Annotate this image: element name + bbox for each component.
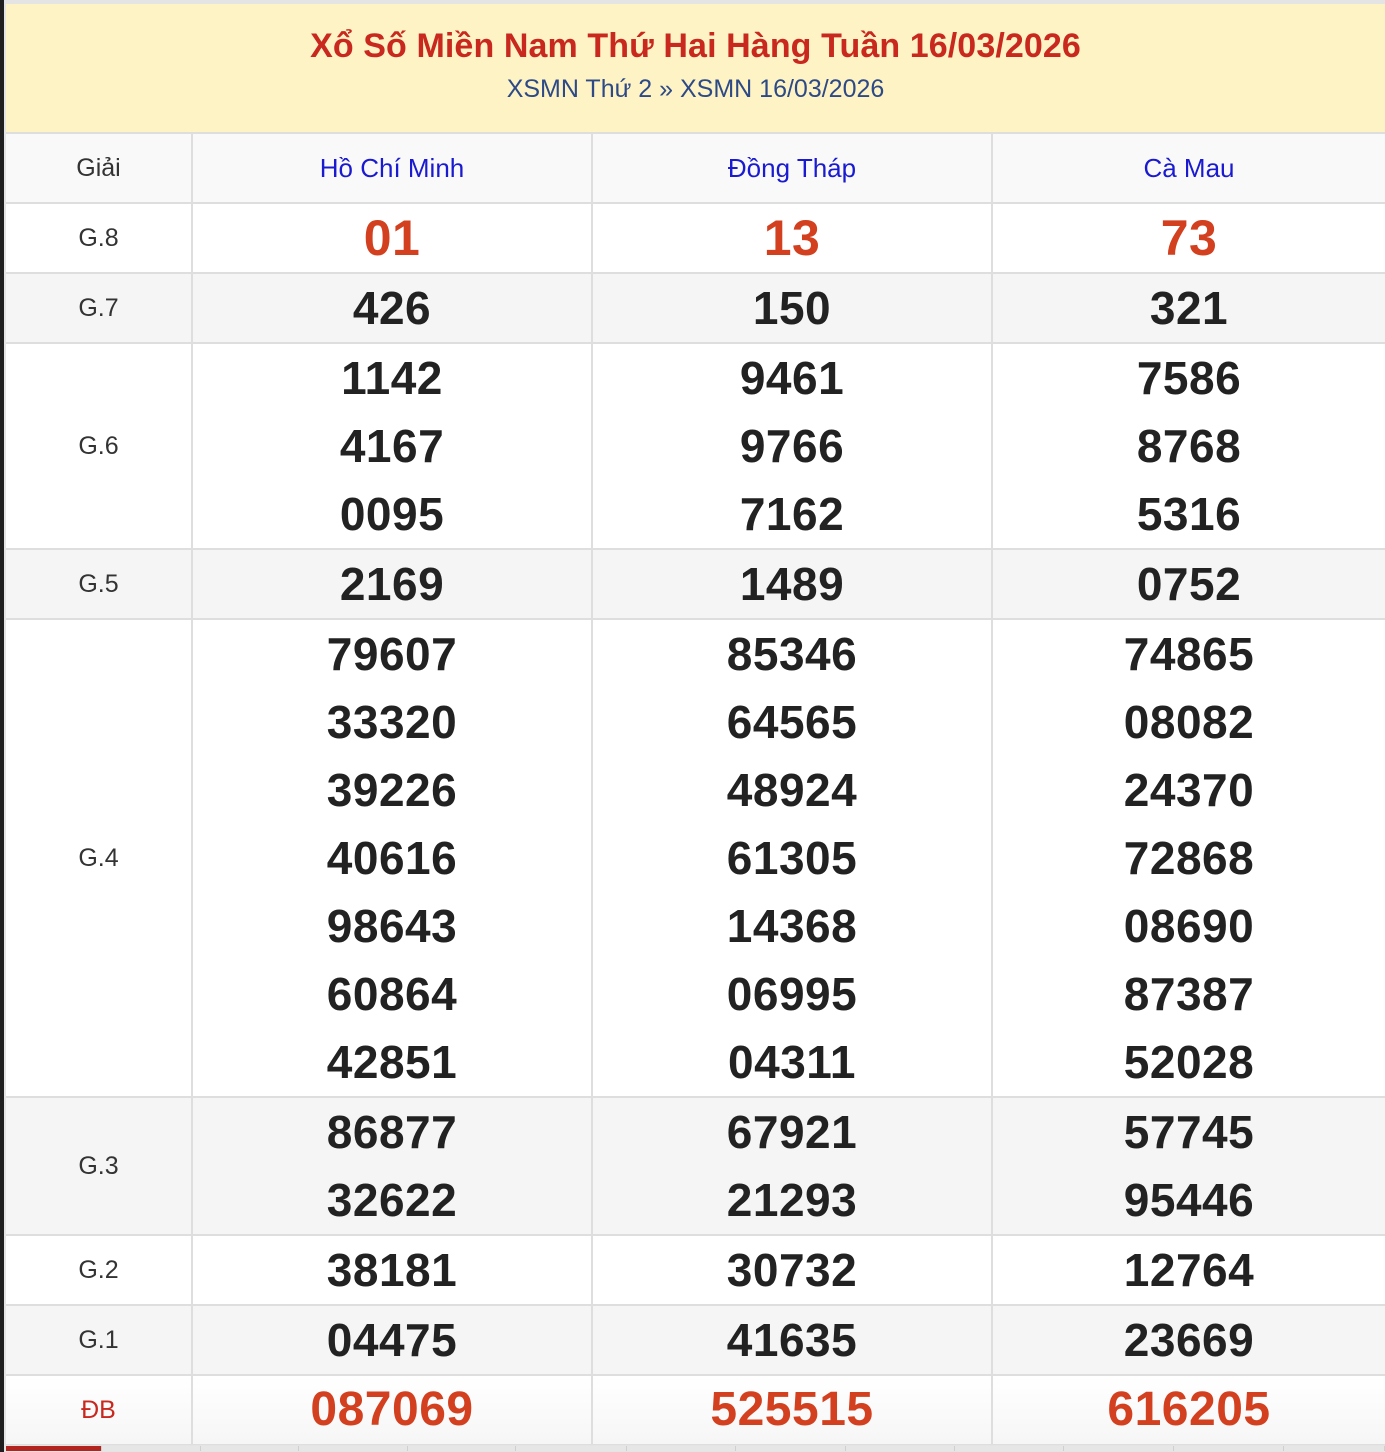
prize-number: 24370 [1123, 764, 1255, 816]
result-cell-ho-chi-minh [192, 1305, 592, 1375]
result-cell-ca-mau [992, 273, 1385, 343]
prize-number: 12764 [1123, 1244, 1255, 1296]
special-prize-number: 087069 [310, 1383, 474, 1436]
header-province-ca-mau[interactable]: Cà Mau [992, 133, 1385, 203]
prize-label: G.7 [6, 273, 192, 343]
prize-number: 64565 [726, 696, 858, 748]
prize-number: 7586 [1136, 352, 1242, 404]
table-row [6, 203, 1385, 273]
results-body [6, 203, 1385, 1445]
prize-number: 32622 [326, 1174, 458, 1226]
result-cell-ca-mau [992, 1375, 1385, 1445]
table-row [6, 1305, 1385, 1375]
special-prize-number: 616205 [1107, 1383, 1271, 1436]
prize-number: 85346 [726, 628, 858, 680]
prize-number: 8768 [1136, 420, 1242, 472]
prize-number: 72868 [1123, 832, 1255, 884]
result-cell-ho-chi-minh [192, 273, 592, 343]
prize-number: 2169 [339, 558, 445, 610]
prize-label: G.4 [6, 619, 192, 1097]
prize-number: 79607 [326, 628, 458, 680]
prize-number: 74865 [1123, 628, 1255, 680]
prize-number: 57745 [1123, 1106, 1255, 1158]
breadcrumb-separator: » [659, 75, 674, 103]
table-row [6, 1375, 1385, 1445]
prize-number: 1489 [739, 558, 845, 610]
table-row [6, 343, 1385, 549]
tab-4[interactable] [299, 1446, 408, 1451]
prize-number: 39226 [326, 764, 458, 816]
prize-number: 5316 [1136, 488, 1242, 540]
prize-number: 87387 [1123, 968, 1255, 1020]
prize-number: 14368 [726, 900, 858, 952]
prize-number: 95446 [1123, 1174, 1255, 1226]
result-cell-ca-mau [992, 549, 1385, 619]
header-province-dong-thap[interactable]: Đồng Tháp [592, 133, 992, 203]
prize-number: 08082 [1123, 696, 1255, 748]
prize-number: 86877 [326, 1106, 458, 1158]
prize-number: 98643 [326, 900, 458, 952]
tab-12[interactable] [1174, 1446, 1284, 1451]
result-cell-ca-mau [992, 1305, 1385, 1375]
result-cell-dong-thap [592, 1235, 992, 1305]
prize-number: 41635 [726, 1314, 858, 1366]
tab-strip [6, 1445, 1385, 1452]
result-cell-ho-chi-minh [192, 619, 592, 1097]
table-row [6, 1097, 1385, 1235]
prize-number: 38181 [326, 1244, 458, 1296]
prize-number: 04475 [326, 1314, 458, 1366]
result-cell-ca-mau [992, 1235, 1385, 1305]
prize-number: 48924 [726, 764, 858, 816]
prize-number: 9461 [739, 352, 845, 404]
prize-number: 4167 [339, 420, 445, 472]
page-title: Xổ Số Miền Nam Thứ Hai Hàng Tuần 16/03/2026 [310, 27, 1081, 65]
prize-number: 21293 [726, 1174, 858, 1226]
tab-6[interactable] [516, 1446, 627, 1451]
prize-label: G.3 [6, 1097, 192, 1235]
result-cell-ca-mau [992, 1097, 1385, 1235]
breadcrumb-link-xsmn-thu-2[interactable]: XSMN Thứ 2 [506, 75, 653, 103]
prize-number: 04311 [728, 1036, 856, 1088]
result-cell-ho-chi-minh [192, 1235, 592, 1305]
results-table [6, 132, 1385, 1446]
prize-number: 0095 [339, 488, 445, 540]
prize-number: 1142 [341, 352, 443, 404]
result-cell-dong-thap [592, 273, 992, 343]
tab-5[interactable] [408, 1446, 516, 1451]
prize-label: G.8 [6, 203, 192, 273]
tab-1[interactable] [6, 1446, 102, 1451]
prize-number: 52028 [1123, 1036, 1255, 1088]
result-cell-dong-thap [592, 343, 992, 549]
prize-number: 08690 [1123, 900, 1255, 952]
results-page [6, 4, 1385, 1452]
tab-8[interactable] [736, 1446, 846, 1451]
result-cell-ca-mau [992, 343, 1385, 549]
table-header-row [6, 133, 1385, 203]
tab-2[interactable] [102, 1446, 201, 1451]
results-banner [6, 4, 1385, 132]
prize-label: G.5 [6, 549, 192, 619]
result-cell-ca-mau [992, 203, 1385, 273]
prize-number: 73 [1160, 210, 1218, 266]
result-cell-dong-thap [592, 549, 992, 619]
window-frame [4, 0, 1385, 1452]
prize-label: G.1 [6, 1305, 192, 1375]
prize-number: 40616 [326, 832, 458, 884]
prize-number: 150 [752, 282, 832, 334]
prize-number: 33320 [326, 696, 458, 748]
result-cell-ho-chi-minh [192, 203, 592, 273]
prize-number: 9766 [739, 420, 845, 472]
prize-number: 01 [363, 210, 421, 266]
table-row [6, 273, 1385, 343]
prize-number: 321 [1149, 282, 1229, 334]
prize-number: 06995 [726, 968, 858, 1020]
result-cell-dong-thap [592, 1375, 992, 1445]
breadcrumb [6, 74, 1385, 104]
prize-number: 67921 [726, 1106, 858, 1158]
result-cell-ca-mau [992, 619, 1385, 1097]
result-cell-dong-thap [592, 619, 992, 1097]
table-row [6, 619, 1385, 1097]
header-province-ho-chi-minh[interactable]: Hồ Chí Minh [192, 133, 592, 203]
prize-number: 0752 [1136, 558, 1242, 610]
table-row [6, 549, 1385, 619]
prize-number: 426 [352, 282, 432, 334]
prize-number: 23669 [1123, 1314, 1255, 1366]
prize-number: 42851 [326, 1036, 458, 1088]
result-cell-ho-chi-minh [192, 343, 592, 549]
result-cell-dong-thap [592, 203, 992, 273]
prize-number: 30732 [726, 1244, 858, 1296]
prize-number: 61305 [726, 832, 858, 884]
result-cell-dong-thap [592, 1305, 992, 1375]
table-row [6, 1235, 1385, 1305]
tab-10[interactable] [955, 1446, 1064, 1451]
tab-11[interactable] [1064, 1446, 1174, 1451]
tab-3[interactable] [201, 1446, 299, 1451]
prize-number: 60864 [326, 968, 458, 1020]
special-prize-number: 525515 [710, 1383, 874, 1436]
result-cell-ho-chi-minh [192, 1097, 592, 1235]
result-cell-ho-chi-minh [192, 1375, 592, 1445]
header-prize-label: Giải [6, 133, 192, 203]
prize-label: G.6 [6, 343, 192, 549]
prize-label: G.2 [6, 1235, 192, 1305]
result-cell-ho-chi-minh [192, 549, 592, 619]
prize-label: ĐB [6, 1375, 192, 1445]
breadcrumb-link-xsmn-date[interactable]: XSMN 16/03/2026 [680, 75, 885, 103]
result-cell-dong-thap [592, 1097, 992, 1235]
prize-number: 7162 [739, 488, 845, 540]
tab-7[interactable] [627, 1446, 736, 1451]
tab-9[interactable] [846, 1446, 955, 1451]
prize-number: 13 [763, 210, 821, 266]
tab-13[interactable] [1284, 1446, 1385, 1451]
